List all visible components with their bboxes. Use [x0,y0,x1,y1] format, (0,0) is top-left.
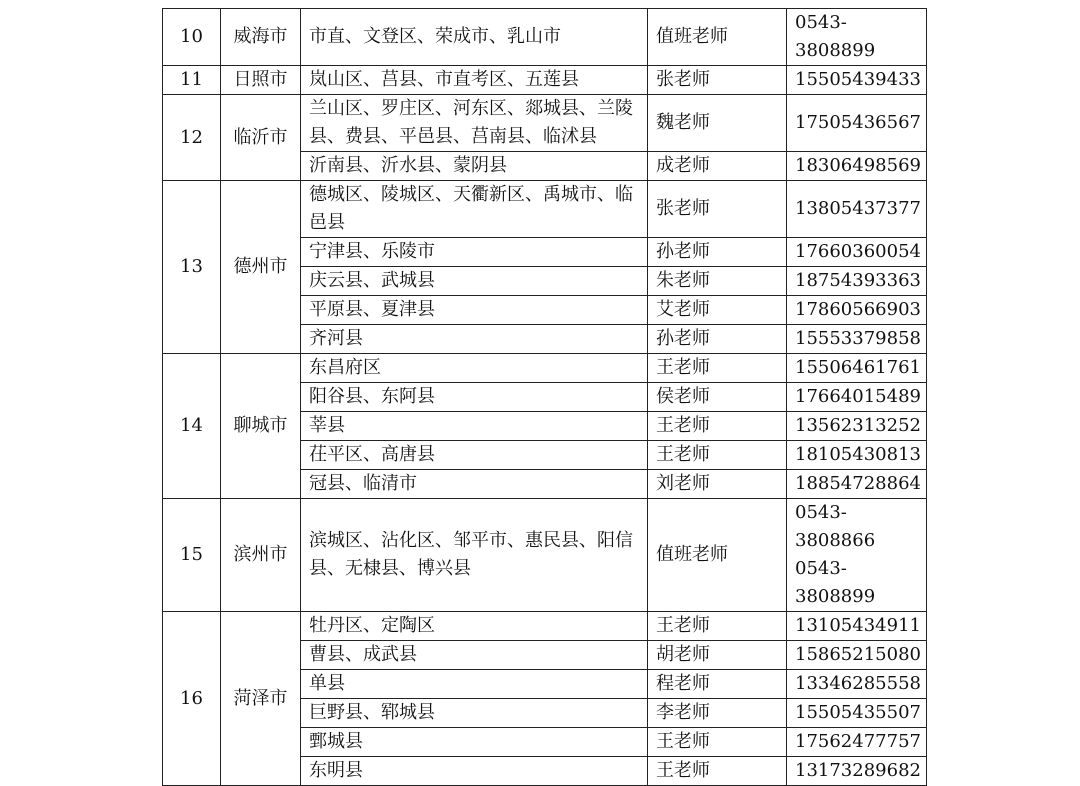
row-number: 15 [163,499,221,612]
area-list: 东明县 [301,757,648,786]
area-list: 莘县 [301,412,648,441]
area-list: 沂南县、沂水县、蒙阴县 [301,152,648,181]
teacher-name: 李老师 [648,699,787,728]
row-number: 16 [163,612,221,786]
teacher-name: 王老师 [648,441,787,470]
teacher-name: 张老师 [648,66,787,95]
area-list: 兰山区、罗庄区、河东区、郯城县、兰陵县、费县、平邑县、莒南县、临沭县 [301,95,648,152]
area-list: 东昌府区 [301,354,648,383]
phone-number: 15505439433 [787,66,927,95]
table-row [163,354,927,383]
area-list: 齐河县 [301,325,648,354]
area-list: 阳谷县、东阿县 [301,383,648,412]
city-name: 滨州市 [221,499,301,612]
phone-number: 17505436567 [787,95,927,152]
teacher-name: 王老师 [648,757,787,786]
phone-number: 13105434911 [787,612,927,641]
city-name: 日照市 [221,66,301,95]
teacher-name: 艾老师 [648,296,787,325]
city-name: 威海市 [221,9,301,66]
phone-number: 0543-3808899 [787,9,927,66]
area-list: 冠县、临清市 [301,470,648,499]
area-list: 曹县、成武县 [301,641,648,670]
area-list: 滨城区、沾化区、邹平市、惠民县、阳信县、无棣县、博兴县 [301,499,648,612]
phone-number: 13562313252 [787,412,927,441]
teacher-name: 张老师 [648,181,787,238]
area-list: 德城区、陵城区、天衢新区、禹城市、临邑县 [301,181,648,238]
area-list: 单县 [301,670,648,699]
phone-number: 15553379858 [787,325,927,354]
area-list: 庆云县、武城县 [301,267,648,296]
phone-number: 17860566903 [787,296,927,325]
teacher-name: 孙老师 [648,238,787,267]
area-list: 巨野县、郓城县 [301,699,648,728]
row-number: 11 [163,66,221,95]
row-number: 13 [163,181,221,354]
city-name: 临沂市 [221,95,301,181]
phone-number: 17664015489 [787,383,927,412]
teacher-name: 王老师 [648,354,787,383]
teacher-name: 刘老师 [648,470,787,499]
row-number: 12 [163,95,221,181]
area-list: 鄄城县 [301,728,648,757]
phone-number: 15505435507 [787,699,927,728]
area-list: 岚山区、莒县、市直考区、五莲县 [301,66,648,95]
phone-number: 13805437377 [787,181,927,238]
table-row [163,95,927,152]
phone-number: 15865215080 [787,641,927,670]
table-row [163,9,927,66]
area-list: 茌平区、高唐县 [301,441,648,470]
phone-number: 0543-3808866 [795,502,876,551]
contact-table [162,8,927,786]
phone-number: 18854728864 [787,470,927,499]
teacher-name: 王老师 [648,728,787,757]
phone-number: 13346285558 [787,670,927,699]
city-name: 菏泽市 [221,612,301,786]
city-name: 德州市 [221,181,301,354]
phone-number: 13173289682 [787,757,927,786]
phone-number: 18105430813 [787,441,927,470]
teacher-name: 朱老师 [648,267,787,296]
phone-number: 15506461761 [787,354,927,383]
phone-number-secondary: 0543-3808899 [795,558,876,607]
phone-number: 17562477757 [787,728,927,757]
table-row [163,612,927,641]
teacher-name: 孙老师 [648,325,787,354]
phone-number: 18754393363 [787,267,927,296]
teacher-name: 程老师 [648,670,787,699]
row-number: 14 [163,354,221,499]
teacher-name: 王老师 [648,412,787,441]
table-row [163,181,927,238]
phone-number: 18306498569 [787,152,927,181]
teacher-name: 值班老师 [648,9,787,66]
city-name: 聊城市 [221,354,301,499]
phone-number-pair [787,499,927,612]
table-row [163,499,927,612]
table-row [163,66,927,95]
row-number: 10 [163,9,221,66]
area-list: 宁津县、乐陵市 [301,238,648,267]
teacher-name: 魏老师 [648,95,787,152]
area-list: 平原县、夏津县 [301,296,648,325]
area-list: 市直、文登区、荣成市、乳山市 [301,9,648,66]
teacher-name: 胡老师 [648,641,787,670]
area-list: 牡丹区、定陶区 [301,612,648,641]
teacher-name: 值班老师 [648,499,787,612]
phone-number: 17660360054 [787,238,927,267]
teacher-name: 侯老师 [648,383,787,412]
teacher-name: 成老师 [648,152,787,181]
teacher-name: 王老师 [648,612,787,641]
